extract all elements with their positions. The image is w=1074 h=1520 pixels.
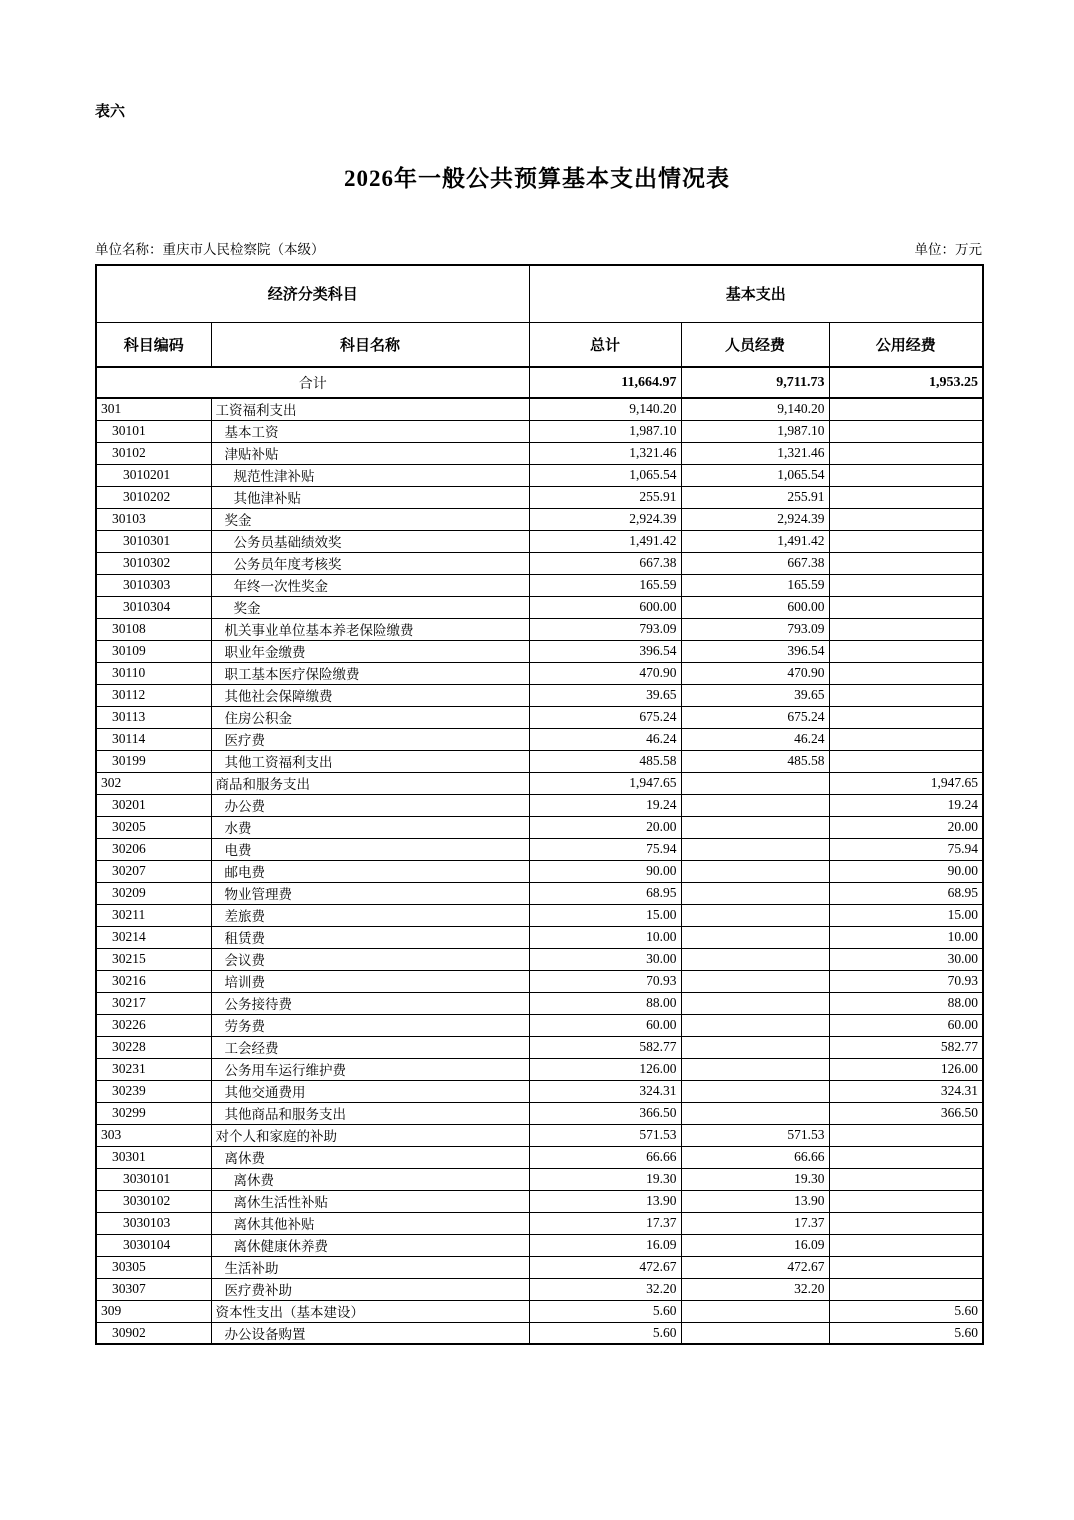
cell-total: 1,321.46 [529,442,681,464]
header-group-row [96,265,983,322]
cell-public: 88.00 [829,992,983,1014]
cell-name: 基本工资 [211,420,529,442]
cell-name: 会议费 [211,948,529,970]
cell-personnel: 396.54 [681,640,829,662]
cell-code: 3010303 [96,574,211,596]
cell-public [829,640,983,662]
table-row [96,684,983,706]
cell-total: 1,947.65 [529,772,681,794]
cell-name: 电费 [211,838,529,860]
cell-public [829,1278,983,1300]
header-personnel: 人员经费 [681,322,829,367]
cell-code: 30228 [96,1036,211,1058]
cell-name: 离休费 [211,1146,529,1168]
cell-personnel [681,970,829,992]
total-row-personnel: 9,711.73 [681,367,829,398]
cell-code: 30103 [96,508,211,530]
table-row [96,1080,983,1102]
cell-personnel [681,1058,829,1080]
cell-name: 对个人和家庭的补助 [211,1124,529,1146]
cell-total: 366.50 [529,1102,681,1124]
cell-personnel: 1,987.10 [681,420,829,442]
table-row [96,838,983,860]
cell-code: 30216 [96,970,211,992]
table-row [96,728,983,750]
cell-total: 793.09 [529,618,681,640]
cell-total: 32.20 [529,1278,681,1300]
cell-total: 10.00 [529,926,681,948]
cell-name: 其他社会保障缴费 [211,684,529,706]
cell-personnel: 472.67 [681,1256,829,1278]
table-row [96,420,983,442]
cell-public [829,464,983,486]
cell-code: 30902 [96,1322,211,1344]
cell-total: 5.60 [529,1322,681,1344]
cell-personnel: 600.00 [681,596,829,618]
table-row [96,1234,983,1256]
cell-total: 1,491.42 [529,530,681,552]
cell-public [829,1190,983,1212]
cell-personnel: 32.20 [681,1278,829,1300]
cell-total: 1,065.54 [529,464,681,486]
cell-name: 公务接待费 [211,992,529,1014]
cell-total: 126.00 [529,1058,681,1080]
table-row [96,926,983,948]
cell-name: 奖金 [211,596,529,618]
cell-total: 485.58 [529,750,681,772]
cell-personnel [681,992,829,1014]
cell-name: 物业管理费 [211,882,529,904]
cell-public [829,398,983,420]
cell-code: 3030103 [96,1212,211,1234]
cell-total: 600.00 [529,596,681,618]
cell-code: 3010301 [96,530,211,552]
cell-name: 其他商品和服务支出 [211,1102,529,1124]
budget-table [95,264,984,1345]
cell-code: 301 [96,398,211,420]
cell-personnel [681,816,829,838]
cell-public: 60.00 [829,1014,983,1036]
cell-personnel: 1,321.46 [681,442,829,464]
table-row [96,970,983,992]
cell-public [829,728,983,750]
cell-personnel: 46.24 [681,728,829,750]
table-row [96,1212,983,1234]
meta-row [95,238,982,258]
cell-public: 366.50 [829,1102,983,1124]
cell-code: 30114 [96,728,211,750]
cell-personnel: 255.91 [681,486,829,508]
cell-total: 46.24 [529,728,681,750]
table-row [96,1036,983,1058]
cell-total: 582.77 [529,1036,681,1058]
cell-public [829,1256,983,1278]
cell-code: 30199 [96,750,211,772]
table-row [96,772,983,794]
cell-name: 机关事业单位基本养老保险缴费 [211,618,529,640]
cell-code: 3010201 [96,464,211,486]
cell-name: 公务用车运行维护费 [211,1058,529,1080]
cell-code: 30305 [96,1256,211,1278]
cell-code: 3030102 [96,1190,211,1212]
cell-total: 39.65 [529,684,681,706]
header-public: 公用经费 [829,322,983,367]
cell-public [829,662,983,684]
cell-personnel: 39.65 [681,684,829,706]
cell-total: 70.93 [529,970,681,992]
cell-personnel [681,1322,829,1344]
cell-code: 30110 [96,662,211,684]
cell-code: 30113 [96,706,211,728]
cell-name: 年终一次性奖金 [211,574,529,596]
cell-name: 水费 [211,816,529,838]
cell-public [829,442,983,464]
cell-personnel: 9,140.20 [681,398,829,420]
cell-personnel: 470.90 [681,662,829,684]
table-row [96,640,983,662]
cell-public [829,1234,983,1256]
cell-total: 324.31 [529,1080,681,1102]
cell-name: 离休其他补贴 [211,1212,529,1234]
cell-name: 离休生活性补贴 [211,1190,529,1212]
table-row [96,882,983,904]
total-row-label: 合计 [96,367,529,398]
cell-name: 规范性津补贴 [211,464,529,486]
cell-total: 88.00 [529,992,681,1014]
cell-public: 68.95 [829,882,983,904]
table-row [96,1168,983,1190]
cell-total: 16.09 [529,1234,681,1256]
cell-name: 劳务费 [211,1014,529,1036]
cell-personnel: 571.53 [681,1124,829,1146]
total-row-total: 11,664.97 [529,367,681,398]
cell-name: 职工基本医疗保险缴费 [211,662,529,684]
table-row [96,508,983,530]
cell-public [829,1212,983,1234]
table-row [96,1278,983,1300]
cell-total: 675.24 [529,706,681,728]
cell-personnel: 1,065.54 [681,464,829,486]
cell-code: 3010304 [96,596,211,618]
cell-personnel: 165.59 [681,574,829,596]
cell-code: 30101 [96,420,211,442]
cell-name: 商品和服务支出 [211,772,529,794]
cell-public: 19.24 [829,794,983,816]
table-row [96,464,983,486]
table-row [96,552,983,574]
cell-personnel [681,904,829,926]
cell-name: 其他津补贴 [211,486,529,508]
cell-total: 5.60 [529,1300,681,1322]
cell-name: 资本性支出（基本建设） [211,1300,529,1322]
table-row [96,1322,983,1344]
cell-personnel: 13.90 [681,1190,829,1212]
table-row [96,442,983,464]
cell-code: 302 [96,772,211,794]
page-title: 2026年一般公共预算基本支出情况表 [344,166,730,191]
cell-public [829,618,983,640]
cell-name: 公务员年度考核奖 [211,552,529,574]
cell-code: 30217 [96,992,211,1014]
cell-total: 472.67 [529,1256,681,1278]
cell-code: 30299 [96,1102,211,1124]
table-row [96,574,983,596]
table-row [96,486,983,508]
cell-name: 租赁费 [211,926,529,948]
table-row [96,750,983,772]
cell-code: 30215 [96,948,211,970]
cell-name: 医疗费 [211,728,529,750]
table-row [96,1300,983,1322]
cell-name: 医疗费补助 [211,1278,529,1300]
cell-personnel: 66.66 [681,1146,829,1168]
cell-personnel [681,1036,829,1058]
cell-personnel: 675.24 [681,706,829,728]
cell-name: 离休健康休养费 [211,1234,529,1256]
cell-code: 3030101 [96,1168,211,1190]
table-row [96,1102,983,1124]
cell-total: 15.00 [529,904,681,926]
cell-name: 培训费 [211,970,529,992]
header-code: 科目编码 [96,322,211,367]
cell-public: 10.00 [829,926,983,948]
cell-public: 1,947.65 [829,772,983,794]
cell-public [829,552,983,574]
cell-personnel: 2,924.39 [681,508,829,530]
cell-public: 90.00 [829,860,983,882]
cell-code: 30226 [96,1014,211,1036]
cell-total: 571.53 [529,1124,681,1146]
cell-name: 职业年金缴费 [211,640,529,662]
cell-public [829,1124,983,1146]
cell-code: 3010302 [96,552,211,574]
header-name: 科目名称 [211,322,529,367]
table-row [96,904,983,926]
cell-public [829,750,983,772]
cell-public [829,1146,983,1168]
cell-name: 办公设备购置 [211,1322,529,1344]
unit-of-measure: 单位：万元 [914,242,982,257]
cell-code: 30206 [96,838,211,860]
cell-total: 90.00 [529,860,681,882]
cell-code: 30112 [96,684,211,706]
cell-personnel [681,860,829,882]
cell-personnel [681,1102,829,1124]
cell-personnel [681,772,829,794]
cell-personnel [681,1014,829,1036]
table-row [96,1190,983,1212]
table-row [96,706,983,728]
cell-public [829,596,983,618]
cell-name: 奖金 [211,508,529,530]
cell-total: 165.59 [529,574,681,596]
table-row [96,596,983,618]
cell-total: 19.30 [529,1168,681,1190]
cell-public [829,1168,983,1190]
cell-personnel [681,794,829,816]
cell-name: 工资福利支出 [211,398,529,420]
table-row [96,794,983,816]
header-economic-category: 经济分类科目 [96,265,529,322]
cell-code: 30209 [96,882,211,904]
cell-code: 3010202 [96,486,211,508]
table-number-label: 表六 [95,103,126,120]
cell-public: 582.77 [829,1036,983,1058]
cell-total: 9,140.20 [529,398,681,420]
cell-code: 30307 [96,1278,211,1300]
cell-public [829,684,983,706]
cell-code: 30211 [96,904,211,926]
cell-code: 30205 [96,816,211,838]
cell-code: 30201 [96,794,211,816]
cell-public: 70.93 [829,970,983,992]
cell-code: 30301 [96,1146,211,1168]
cell-total: 19.24 [529,794,681,816]
cell-public [829,706,983,728]
grand-total-row [96,367,983,398]
cell-total: 30.00 [529,948,681,970]
cell-personnel: 16.09 [681,1234,829,1256]
cell-public: 324.31 [829,1080,983,1102]
cell-code: 30102 [96,442,211,464]
cell-total: 2,924.39 [529,508,681,530]
cell-total: 75.94 [529,838,681,860]
cell-personnel: 1,491.42 [681,530,829,552]
cell-total: 66.66 [529,1146,681,1168]
cell-total: 1,987.10 [529,420,681,442]
cell-public: 30.00 [829,948,983,970]
cell-public [829,420,983,442]
cell-total: 396.54 [529,640,681,662]
cell-total: 20.00 [529,816,681,838]
cell-code: 30231 [96,1058,211,1080]
table-row [96,530,983,552]
cell-name: 其他工资福利支出 [211,750,529,772]
cell-code: 30239 [96,1080,211,1102]
header-columns-row [96,322,983,367]
cell-personnel: 793.09 [681,618,829,640]
table-row [96,398,983,420]
cell-personnel [681,1300,829,1322]
unit-name: 单位名称：重庆市人民检察院（本级） [95,242,325,257]
cell-code: 30214 [96,926,211,948]
cell-public: 126.00 [829,1058,983,1080]
table-row [96,662,983,684]
cell-personnel [681,838,829,860]
cell-name: 办公费 [211,794,529,816]
table-row [96,618,983,640]
table-row [96,948,983,970]
cell-total: 68.95 [529,882,681,904]
header-total: 总计 [529,322,681,367]
cell-name: 津贴补贴 [211,442,529,464]
cell-public [829,508,983,530]
cell-public: 15.00 [829,904,983,926]
cell-personnel [681,1080,829,1102]
cell-code: 3030104 [96,1234,211,1256]
total-row-public: 1,953.25 [829,367,983,398]
table-row [96,992,983,1014]
cell-personnel [681,948,829,970]
cell-name: 公务员基础绩效奖 [211,530,529,552]
cell-name: 邮电费 [211,860,529,882]
cell-code: 309 [96,1300,211,1322]
cell-name: 差旅费 [211,904,529,926]
table-row [96,1014,983,1036]
cell-total: 13.90 [529,1190,681,1212]
cell-total: 17.37 [529,1212,681,1234]
cell-name: 工会经费 [211,1036,529,1058]
cell-name: 生活补助 [211,1256,529,1278]
cell-name: 住房公积金 [211,706,529,728]
cell-public [829,486,983,508]
cell-total: 667.38 [529,552,681,574]
cell-personnel [681,882,829,904]
cell-name: 其他交通费用 [211,1080,529,1102]
header-basic-expenditure: 基本支出 [529,265,983,322]
cell-total: 255.91 [529,486,681,508]
cell-total: 470.90 [529,662,681,684]
table-row [96,1256,983,1278]
cell-personnel: 485.58 [681,750,829,772]
cell-code: 30109 [96,640,211,662]
cell-code: 30207 [96,860,211,882]
cell-personnel: 667.38 [681,552,829,574]
table-row [96,1146,983,1168]
cell-public: 75.94 [829,838,983,860]
cell-public: 20.00 [829,816,983,838]
table-row [96,1124,983,1146]
cell-total: 60.00 [529,1014,681,1036]
cell-public: 5.60 [829,1300,983,1322]
table-row [96,860,983,882]
table-row [96,816,983,838]
cell-public: 5.60 [829,1322,983,1344]
cell-personnel [681,926,829,948]
cell-personnel: 19.30 [681,1168,829,1190]
cell-code: 303 [96,1124,211,1146]
cell-personnel: 17.37 [681,1212,829,1234]
cell-public [829,574,983,596]
cell-public [829,530,983,552]
cell-code: 30108 [96,618,211,640]
table-row [96,1058,983,1080]
cell-name: 离休费 [211,1168,529,1190]
